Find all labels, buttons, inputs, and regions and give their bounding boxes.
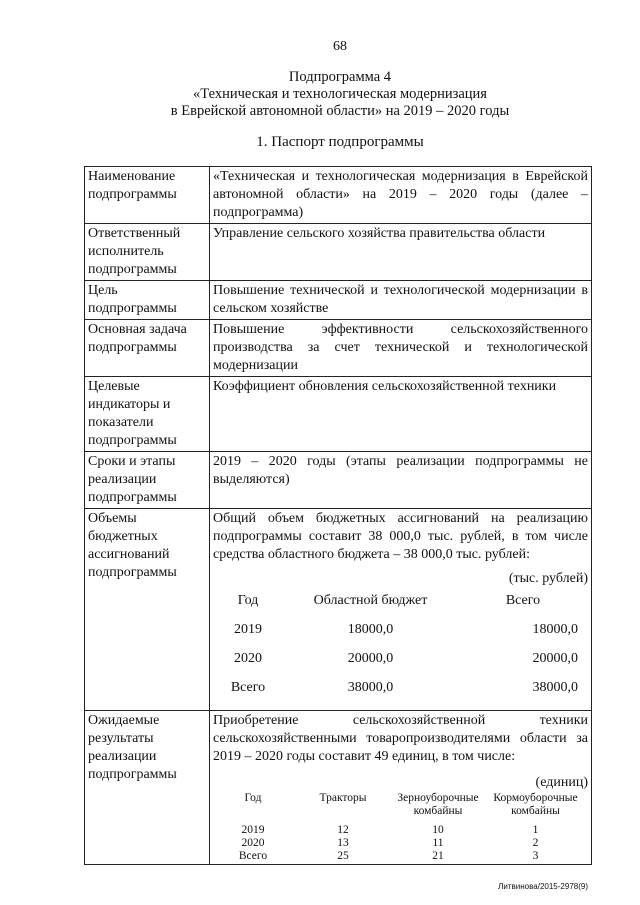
column-header: Областной бюджет	[313, 593, 428, 608]
funding-cell	[210, 509, 592, 711]
column-header: Кормоуборочные комбайны	[493, 792, 578, 817]
row-label: Сроки и этапы реализации подпрограммы	[85, 452, 210, 509]
table-row	[85, 320, 592, 377]
table-row	[85, 167, 592, 224]
funding-unit-note: (тыс. рублей)	[508, 571, 588, 586]
page-number: 68	[333, 39, 347, 54]
row-value: «Техническая и технологическая модернизация в Еврейской автономной области» на 2019 – 2020 годы (далее – подпрограмма)	[210, 167, 592, 224]
table-cell: 12	[337, 824, 349, 836]
results-cell	[210, 711, 592, 865]
table-row	[213, 621, 588, 650]
table-cell: 18000,0	[347, 622, 394, 637]
table-row	[85, 711, 592, 865]
table-cell: 38000,0	[532, 680, 578, 695]
table-cell: 11	[432, 837, 444, 849]
row-label: Целевые индикаторы и показатели подпрограммы	[85, 377, 210, 452]
column-header: Год	[237, 593, 259, 608]
section-title: 1. Паспорт подпрограммы	[256, 134, 424, 150]
table-cell: 2020	[234, 651, 262, 666]
row-label: Наименование подпрограммы	[85, 167, 210, 224]
table-cell: 20000,0	[347, 651, 394, 666]
table-row	[85, 224, 592, 281]
table-row	[85, 509, 592, 711]
column-header: Всего	[505, 593, 541, 608]
results-table	[213, 792, 588, 863]
row-value: Управление сельского хозяйства правительства области	[210, 224, 592, 281]
row-label: Ответственный исполнитель подпрограммы	[85, 224, 210, 281]
table-cell: Всего	[230, 680, 266, 695]
table-cell: 1	[532, 824, 539, 836]
table-cell: 2019	[241, 824, 265, 836]
column-header: Год	[244, 792, 262, 804]
passport-table	[84, 166, 592, 865]
table-cell: 10	[432, 824, 444, 836]
table-row	[213, 824, 588, 837]
table-cell: 2019	[234, 622, 262, 637]
row-value: Повышение технической и технологической модернизации в сельском хозяйстве	[210, 281, 592, 320]
table-cell: 2020	[241, 837, 265, 849]
row-value: Повышение эффективности сельскохозяйственного производства за счет технической и технологической модернизации	[210, 320, 592, 377]
table-header-row	[213, 792, 588, 824]
table-cell: 3	[532, 850, 539, 862]
table-cell: 38000,0	[347, 680, 394, 695]
results-text: Приобретение сельскохозяйственной техники сельскохозяйственными товаропроизводителями области за 2019 – 2020 годы составит 49 единиц, в том числе:	[213, 713, 588, 764]
table-header-row	[213, 592, 588, 621]
table-row	[85, 377, 592, 452]
table-cell: Всего	[238, 850, 268, 862]
row-label: Цель подпрограммы	[85, 281, 210, 320]
funding-text: Общий объем бюджетных ассигнований на реализацию подпрограммы составит 38 000,0 тыс. рублей, в том числе средства областного бюджета – 38 000,0 тыс. рублей:	[213, 511, 588, 562]
document-footer-code: Литвинова/2015-2978(9)	[498, 882, 588, 891]
table-row	[213, 679, 588, 708]
table-cell: 25	[337, 850, 349, 862]
table-row	[213, 837, 588, 850]
table-row	[213, 850, 588, 863]
row-value: 2019 – 2020 годы (этапы реализации подпрограммы не выделяются)	[210, 452, 592, 509]
row-label: Основная задача подпрограммы	[85, 320, 210, 377]
table-cell: 21	[432, 850, 444, 862]
row-label: Объемы бюджетных ассигнований подпрограммы	[85, 509, 210, 711]
table-cell: 13	[337, 837, 349, 849]
funding-table	[213, 592, 588, 708]
table-cell: 2	[532, 837, 539, 849]
table-row	[85, 281, 592, 320]
column-header: Тракторы	[319, 792, 367, 804]
row-value: Коэффициент обновления сельскохозяйственной техники	[210, 377, 592, 452]
row-label: Ожидаемые результаты реализации подпрограммы	[85, 711, 210, 865]
subprogram-title-line2: «Техническая и технологическая модернизация	[193, 86, 487, 102]
subprogram-title-line1: Подпрограмма 4	[288, 69, 392, 85]
subprogram-title-line3: в Еврейской автономной области» на 2019 – 2020 годы	[170, 103, 510, 119]
table-cell: 18000,0	[532, 622, 578, 637]
table-row	[85, 452, 592, 509]
table-cell: 20000,0	[532, 651, 578, 666]
table-row	[213, 650, 588, 679]
column-header: Зерноуборочные комбайны	[397, 792, 479, 817]
results-unit-note: (единиц)	[535, 775, 588, 790]
